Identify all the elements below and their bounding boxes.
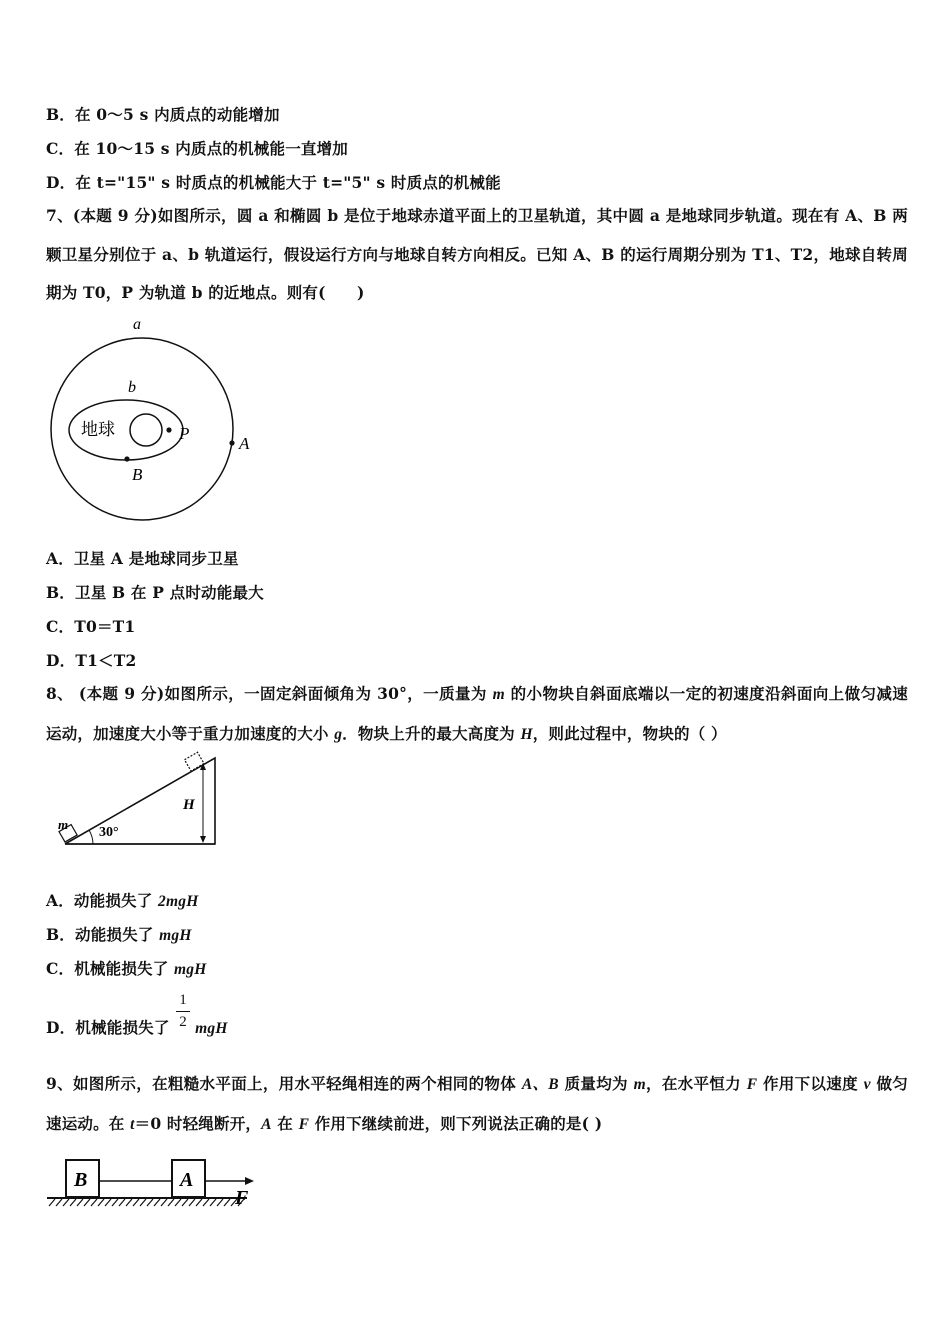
q8-option-c: C．机械能损失了 mgH (46, 959, 207, 978)
height-label: H (183, 797, 195, 813)
fraction-denominator: 2 (179, 1014, 187, 1030)
q8-option-d-fraction (176, 992, 190, 1031)
orbit-b-label: b (128, 379, 136, 396)
satellite-B-label: B (132, 465, 143, 484)
q6-option-c: C．在 10～15 s 内质点的机械能一直增加 (46, 139, 348, 158)
ground-hatching (49, 1199, 244, 1206)
q7-option-b: B．卫星 B 在 P 点时动能最大 (46, 583, 264, 602)
q8-incline-figure (55, 752, 225, 848)
angle-arc (89, 830, 93, 844)
fraction-bar (176, 1011, 190, 1012)
satellite-B (124, 456, 129, 461)
q9-stem: 9、如图所示，在粗糙水平面上，用水平轻绳相连的两个相同的物体 A、B 质量均为 m，在水平恒力 F 作用下以速度 v 做匀速运动。在 t＝0 时轻绳断开，A 在 F 作用下继续前进，则下列说法正确的是( ) (46, 1074, 908, 1133)
block-B-label: B (74, 1169, 88, 1191)
q7-option-d: D．T1＜T2 (46, 651, 137, 670)
orbit-a-label: a (133, 316, 141, 333)
q6-option-b: B．在 0～5 s 内质点的动能增加 (46, 105, 280, 124)
q9-blocks-figure (45, 1148, 260, 1210)
fraction-numerator: 1 (179, 992, 187, 1008)
satellite-A-label: A (239, 434, 250, 453)
q8-stem: 8、 (本题 9 分)如图所示，一固定斜面倾角为 30°，一质量为 m 的小物块自斜面底端以一定的初速度沿斜面向上做匀减速运动，加速度大小等于重力加速度的大小 g．物块上升的最大高度为 H，则此过程中，物块的（ ） (46, 684, 908, 743)
mass-label: m (58, 817, 69, 832)
q8-option-a: A．动能损失了 2mgH (46, 891, 199, 910)
orbit-a (51, 338, 233, 520)
q6-option-d: D．在 t="15" s 时质点的机械能大于 t="5" s 时质点的机械能 (46, 173, 501, 192)
point-P-label: P (179, 424, 190, 443)
q7-stem: 7、(本题 9 分)如图所示，圆 a 和椭圆 b 是位于地球赤道平面上的卫星轨道，其中圆 a 是地球同步轨道。现在有 A、B 两颗卫星分别位于 a、b 轨道运行，假设运行方向与地球自转方向相反。已知 A、B 的运行周期分别为 T1、T2，地球自转周期为 T0，P 为轨道 b 的近地点。则有( ) (46, 206, 908, 302)
earth-label: 地球 (81, 420, 115, 440)
force-arrowhead (245, 1177, 254, 1185)
satellite-A (229, 440, 234, 445)
q7-option-a: A．卫星 A 是地球同步卫星 (46, 549, 239, 568)
q8-option-b: B．动能损失了 mgH (46, 925, 192, 944)
force-label: F (235, 1187, 249, 1209)
height-arrow-down (200, 836, 206, 843)
earth-circle (130, 414, 162, 446)
block-A-label: A (180, 1169, 194, 1191)
angle-label: 30° (99, 825, 119, 840)
q7-option-c: C．T0＝T1 (46, 617, 136, 636)
q7-orbit-figure (40, 312, 270, 532)
q8-option-d: D．机械能损失了 mgH (46, 1018, 228, 1037)
point-P (166, 427, 171, 432)
